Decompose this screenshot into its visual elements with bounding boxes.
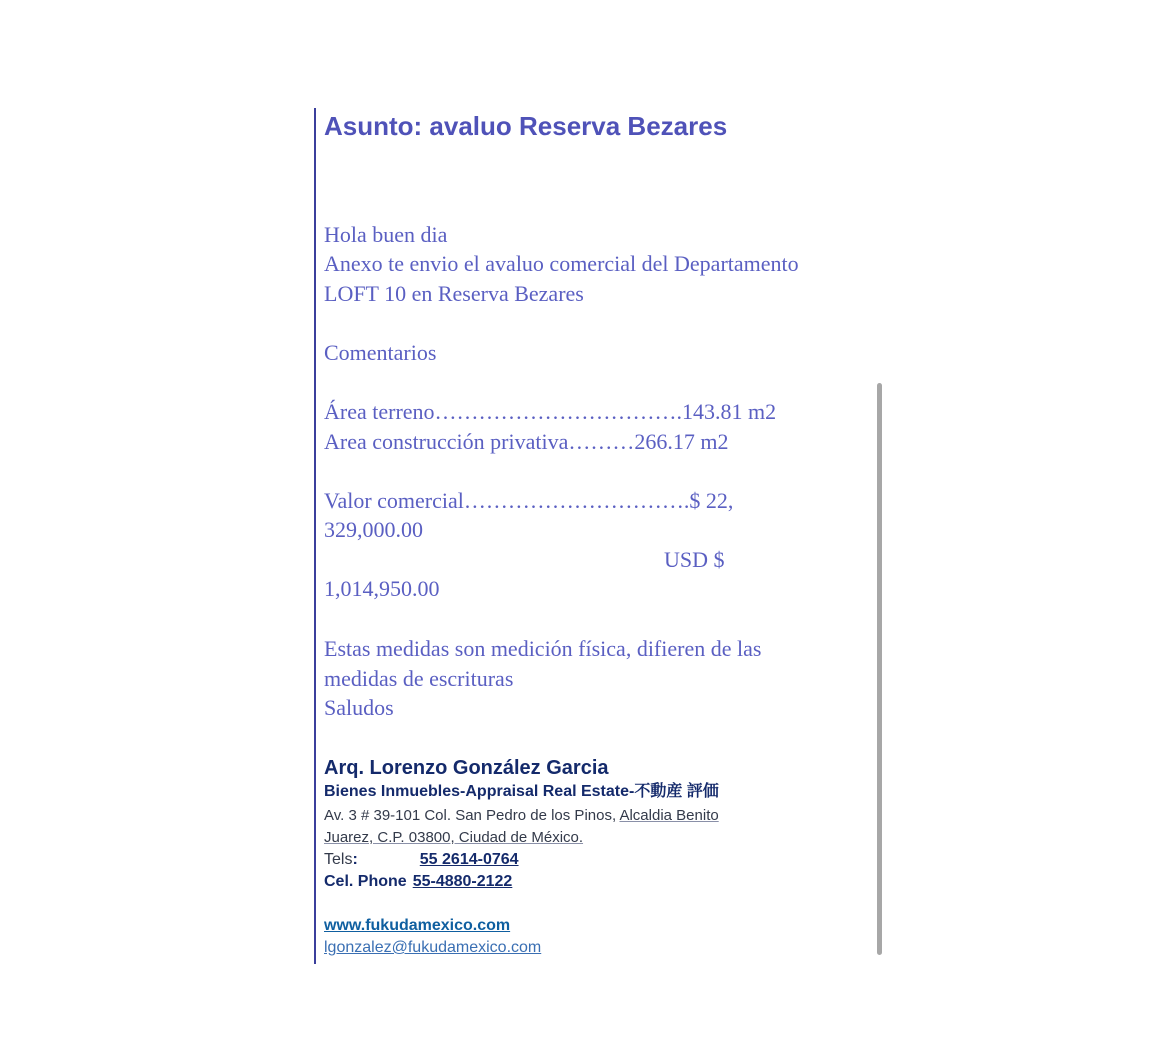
tels-number-link[interactable]: 55 2614-0764: [419, 851, 519, 868]
quote-bar: [314, 108, 316, 964]
usd-value: 1,014,950.00: [324, 576, 440, 601]
valor-comercial-text: Valor comercial………………………….$ 22,: [324, 488, 734, 513]
valor-comercial-amount: 329,000.00: [324, 517, 423, 542]
signature-address-line2: Juarez, C.P. 03800, Ciudad de México.: [324, 829, 584, 846]
closing-text: Saludos: [324, 695, 394, 720]
signature-company: Bienes Inmuebles-Appraisal Real Estate-不動産 評価: [324, 783, 719, 800]
signature-name: Arq. Lorenzo González Garcia: [324, 757, 609, 779]
website-link[interactable]: www.fukudamexico.com: [324, 917, 511, 934]
area-construccion-text: Area construcción privativa………266.17 m2: [324, 429, 729, 454]
signature-address-line1: [324, 805, 719, 827]
greeting-text: Hola buen dia: [324, 222, 448, 247]
cel-label: Cel. Phone: [324, 873, 407, 890]
note-text-line1: Estas medidas son medición física, difieren de las: [324, 636, 762, 661]
signature-cel-row: [324, 871, 512, 893]
email-subject: Asunto: avaluo Reserva Bezares: [324, 111, 728, 141]
comments-heading: Comentarios: [324, 340, 437, 365]
address-alcaldia: Alcaldia Benito: [619, 807, 719, 824]
note-text-line2: medidas de escrituras: [324, 666, 514, 691]
tels-label: Tels: [324, 851, 353, 868]
address-street: Av. 3 # 39-101 Col. San Pedro de los Pinos,: [324, 807, 620, 824]
tels-colon: :: [352, 851, 358, 868]
usd-label: USD $: [664, 547, 725, 572]
cel-number-link[interactable]: 55-4880-2122: [412, 873, 513, 890]
intro-text-line2: LOFT 10 en Reserva Bezares: [324, 281, 584, 306]
scrollbar[interactable]: [877, 383, 882, 955]
email-link[interactable]: lgonzalez@fukudamexico.com: [324, 939, 542, 956]
area-terreno-text: Área terreno…………………………….143.81 m2: [324, 399, 777, 424]
intro-text-line1: Anexo te envio el avaluo comercial del Departamento: [324, 251, 799, 276]
signature-tels-row: [324, 849, 519, 871]
